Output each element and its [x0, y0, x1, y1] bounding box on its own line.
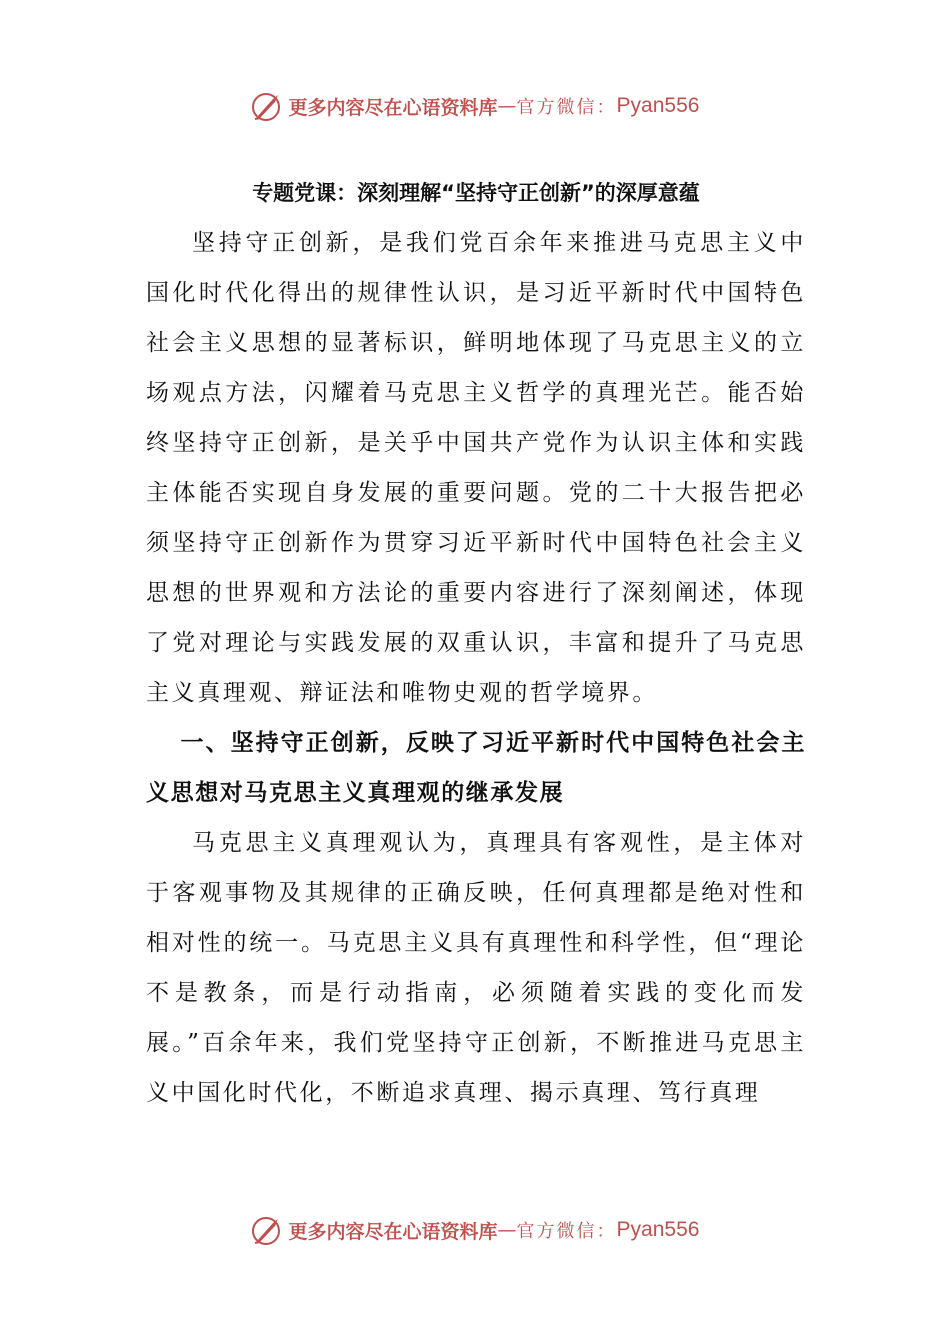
watermark-main-text: 更多内容尽在心语资料库 — [288, 1220, 498, 1243]
paragraph-section-1: 马克思主义真理观认为，真理具有客观性，是主体对于客观事物及其规律的正确反映，任何真理都是绝对性和相对性的统一。马克思主义具有真理性和科学性，但“理论不是教条，而是行动指南，必须随着实践的变化而发展。”百余年来，我们党坚持守正创新，不断推进马克思主义中国化时代化，不断追求真理、揭示真理、笃行真理 — [146, 830, 806, 1106]
watermark-wechat-label: 官方微信： — [516, 1221, 617, 1242]
paragraph-intro: 坚持守正创新，是我们党百余年来推进马克思主义中国化时代化得出的规律性认识，是习近平新时代中国特色社会主义思想的显著标识，鲜明地体现了马克思主义的立场观点方法，闪耀着马克思主义哲学的真理光芒。能否始终坚持守正创新，是关乎中国共产党作为认识主体和实践主体能否实现自身发展的重要问题。党的二十大报告把必须坚持守正创新作为贯穿习近平新时代中国特色社会主义思想的世界观和方法论的重要内容进行了深刻阐述，体现了党对理论与实践发展的双重认识，丰富和提升了马克思主义真理观、辩证法和唯物史观的哲学境界。 — [146, 230, 806, 706]
header-watermark — [0, 86, 950, 126]
document-title: 专题党课：深刻理解“坚持守正创新”的深厚意蕴 — [252, 181, 700, 205]
pen-logo-icon — [251, 1213, 285, 1247]
watermark-main-text: 更多内容尽在心语资料库 — [288, 96, 498, 119]
document-body — [146, 168, 806, 1118]
watermark-wechat-id: Pyan556 — [616, 94, 700, 117]
pen-logo-icon — [251, 89, 285, 123]
footer-watermark — [0, 1210, 950, 1250]
watermark-wechat-id: Pyan556 — [616, 1218, 700, 1241]
watermark-dash: — — [497, 95, 517, 117]
watermark-dash: — — [497, 1219, 517, 1241]
watermark-wechat-label: 官方微信： — [516, 97, 617, 118]
section-heading-1: 一、坚持守正创新，反映了习近平新时代中国特色社会主义思想对马克思主义真理观的继承发展 — [146, 730, 806, 806]
